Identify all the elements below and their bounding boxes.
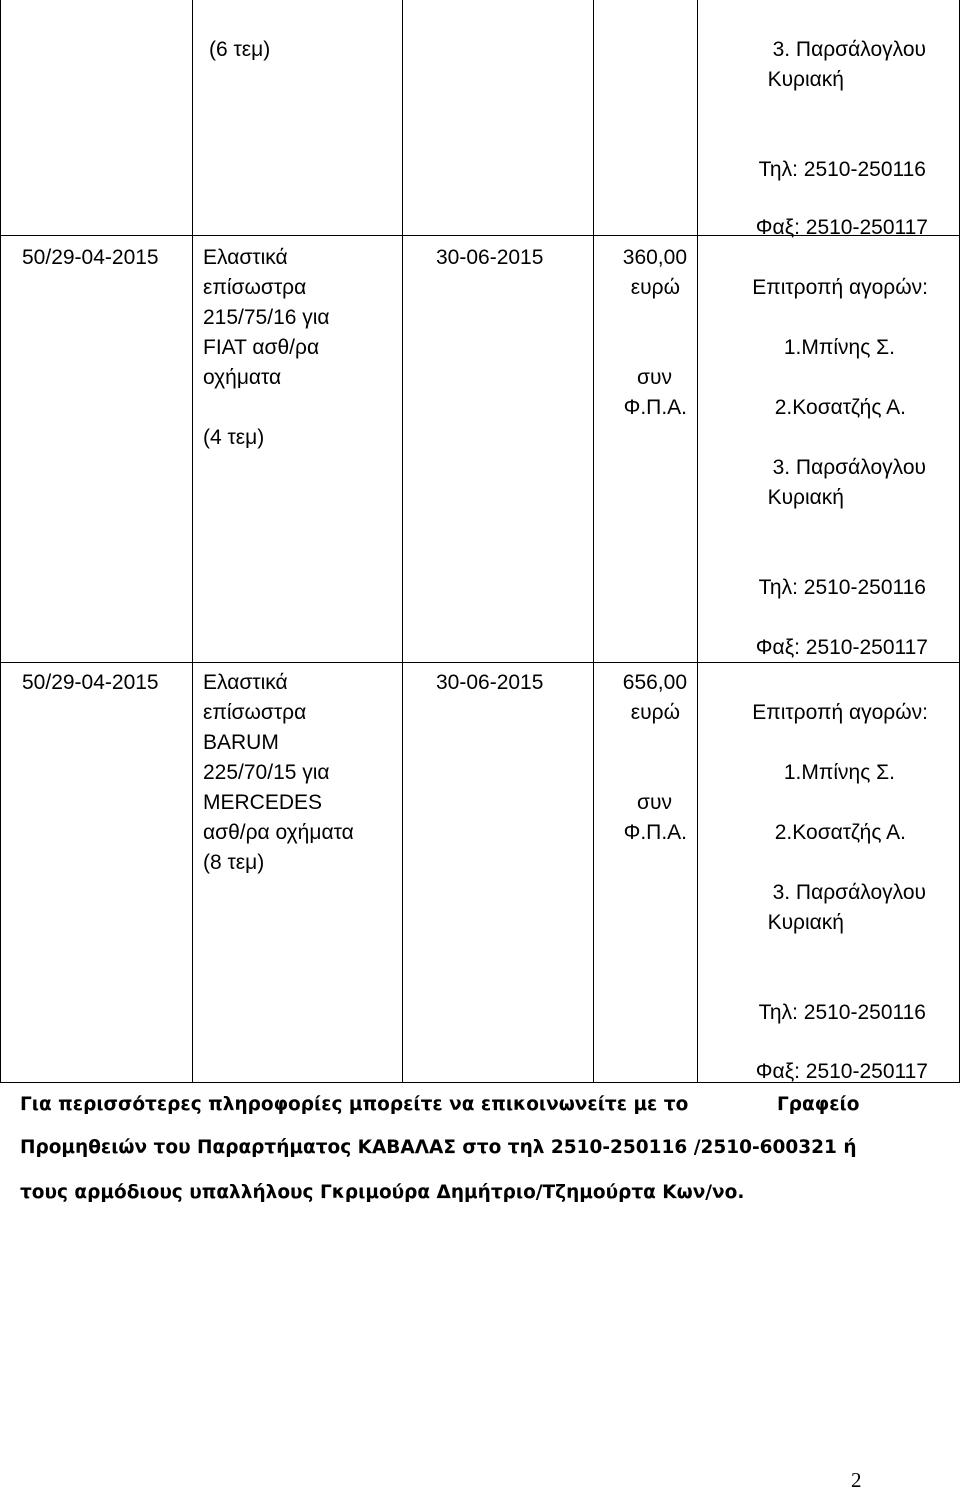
table-border-left (0, 0, 1, 1083)
committee-member-3-name: Κυριακή (767, 911, 844, 934)
item-description-line: 225/70/15 για (203, 761, 330, 784)
amount-vat: Φ.Π.Α. (623, 396, 687, 419)
committee-member-3: 3. Παρσάλογλου (772, 881, 926, 904)
committee-member-3-name: Κυριακή (767, 68, 844, 91)
item-description-line: επίσωστρα (203, 701, 307, 724)
item-quantity: (6 τεμ) (209, 38, 271, 61)
footer-line: Για περισσότερες πληροφορίες μπορείτε να επικοινωνείτε με το (20, 1094, 689, 1115)
page-number: 2 (851, 1468, 862, 1492)
reference-number: 50/29-04-2015 (22, 671, 159, 694)
item-description-line: MERCEDES (203, 791, 323, 814)
item-quantity: (8 τεμ) (203, 851, 265, 874)
item-description-line: ασθ/ρα οχήματα (203, 821, 354, 844)
telephone: Τηλ: 2510-250116 (758, 1001, 926, 1024)
telephone: Τηλ: 2510-250116 (758, 158, 926, 181)
reference-number: 50/29-04-2015 (22, 246, 159, 269)
column-divider (192, 0, 193, 1083)
amount-plus: συν (637, 366, 672, 389)
footer-line: Προμηθειών του Παραρτήματος ΚΑΒΑΛΑΣ στο τηλ 2510-250116 /2510-600321 ή (20, 1137, 857, 1158)
amount-value: 656,00 (622, 671, 687, 694)
committee-member-1: 1.Μπίνης Σ. (783, 761, 895, 784)
delivery-date: 30-06-2015 (436, 246, 544, 269)
amount-value: 360,00 (622, 246, 687, 269)
committee-member-3-name: Κυριακή (767, 486, 844, 509)
telephone: Τηλ: 2510-250116 (758, 576, 926, 599)
column-divider (697, 0, 698, 1083)
footer-line: τους αρμόδιους υπαλλήλους Γκριμούρα Δημήτριο/Τζημούρτα Κων/νο. (20, 1182, 745, 1203)
item-description-line: Ελαστικά (203, 246, 288, 269)
fax: Φαξ: 2510-250117 (755, 216, 928, 239)
committee-title: Επιτροπή αγορών: (752, 701, 928, 724)
fax: Φαξ: 2510-250117 (755, 636, 928, 659)
committee-member-2: 2.Κοσατζής Α. (774, 821, 906, 844)
item-description-line: επίσωστρα (203, 276, 307, 299)
committee-member-3: 3. Παρσάλογλου (772, 456, 926, 479)
amount-vat: Φ.Π.Α. (623, 821, 687, 844)
item-description-line: BARUM (203, 731, 279, 754)
item-description-line: Ελαστικά (203, 671, 288, 694)
amount-currency: ευρώ (630, 701, 680, 724)
column-divider (593, 0, 594, 1083)
delivery-date: 30-06-2015 (436, 671, 544, 694)
item-description-line: 215/75/16 για (203, 306, 330, 329)
committee-member-3: 3. Παρσάλογλου (772, 38, 926, 61)
committee-member-2: 2.Κοσατζής Α. (774, 396, 906, 419)
amount-plus: συν (637, 791, 672, 814)
amount-currency: ευρώ (630, 276, 680, 299)
item-description-line: FIAT ασθ/ρα (203, 336, 320, 359)
column-divider (402, 0, 403, 1083)
committee-title: Επιτροπή αγορών: (752, 276, 928, 299)
footer-line-end: Γραφείο (777, 1094, 860, 1115)
fax: Φαξ: 2510-250117 (755, 1060, 928, 1083)
item-description-line: οχήματα (203, 366, 282, 389)
item-quantity: (4 τεμ) (203, 426, 265, 449)
committee-member-1: 1.Μπίνης Σ. (783, 336, 895, 359)
